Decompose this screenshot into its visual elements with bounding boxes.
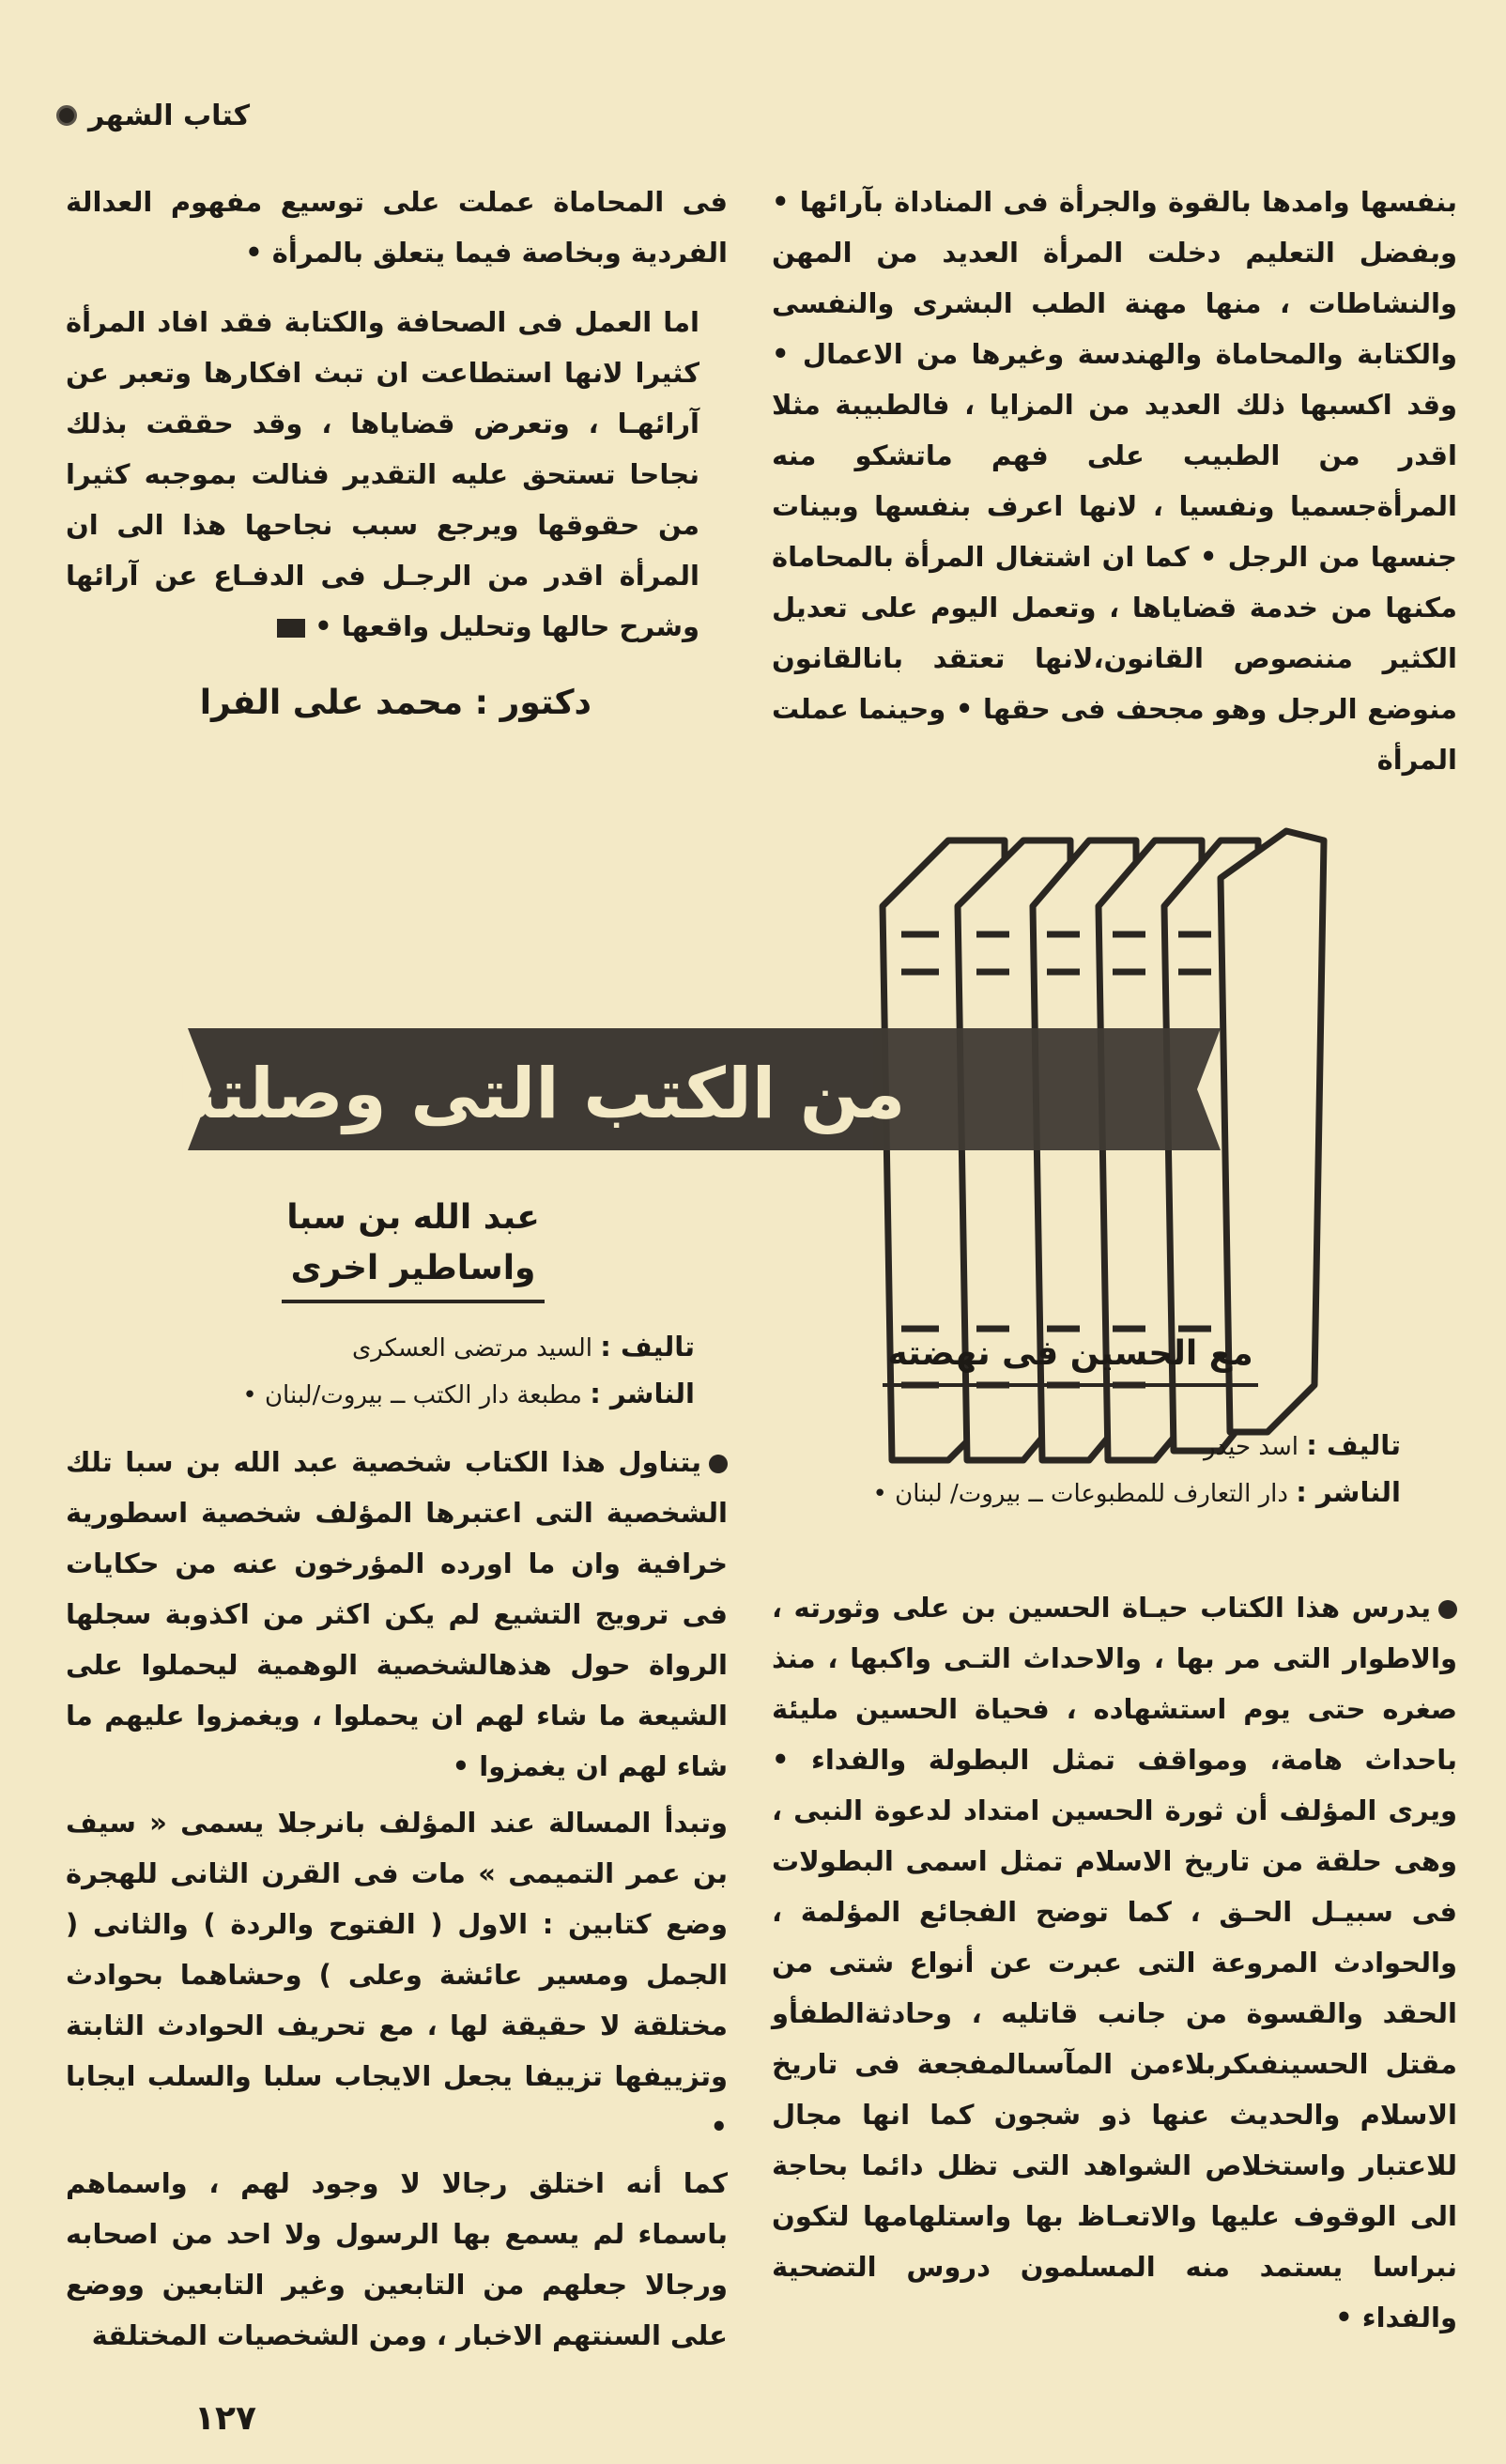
review-paragraph: يدرس هذا الكتاب حيـاة الحسين بن على وثورته ، والاطوار التى مر بها ، والاحداث التـى واكبها ، منذ صغره حتى يوم استشهاده ، فحياة الحسين مليئة باحداث هامة، ومواقف تمثل البطولة والفداء • ويرى المؤلف أن ثورة الحسين امتداد لدعوة النبى ، وهى حلقة من تاريخ الاسلام تمثل اسمى البطولات فى سبيـل الحـق ، كما توضح الفجائع المؤلمة ، والحوادث المروعة التى عبرت عن أنواع شتى من الحقد والقسوة من جانب قاتليه ، وحادثةالطفأو مقتل الحسينفىكربلاءمن المآسىالمفجعة فى تاريخ الاسلام والحديث عنها ذو شجون كما انها مجال للاعتبار واستخلاص الشواهد التى تظل دائما بحاجة الى الوقوف عليها والاتعـاظ بها واستلهامها لتكون نبراسا يستمد منه المسلمون دروس التضحية والفداء • (772, 1592, 1457, 2333)
publisher-label: الناشر : (590, 1378, 695, 1409)
end-mark-icon (277, 619, 305, 638)
book-right-title-block (864, 1329, 1277, 1387)
review-paragraph-3: كما أنه اختلق رجالا لا وجود لهم ، واسماهم باسماء لم يسمع بها الرسول ولا احد من اصحابه ورجالا جعلهم من التابعين وغير التابعين ووضع على السنتهم الاخبار ، ومن الشخصيات المختلقة (66, 2167, 728, 2351)
book-left-title-line1: عبد الله بن سبا (286, 1198, 540, 1237)
book-left-review (66, 1437, 728, 2366)
book-right-author: اسد حيدر (1203, 1433, 1299, 1461)
review-paragraph-1: يتناول هذا الكتاب شخصية عبد الله بن سبا تلك الشخصية التى اعتبرها المؤلف شخصية اسطورية خرافية وان ما اورده المؤرخون عنه من حكايات فى ترويج التشيع لم يكن اكثر من اكذوبة سجلها الرواة حول هذهالشخصية الوهمية ليحملوا على الشيعة ما شاء لهم ان يحملوا ، ويغمزوا عليهم ما شاء لهم ان يغمزوا • (66, 1446, 728, 1782)
bullet-icon (1438, 1600, 1457, 1619)
book-left-author: السيد مرتضى العسكرى (351, 1334, 592, 1363)
article-paragraph-1: فى المحاماة عملت على توسيع مفهوم العدالة الفردية وبخاصة فيما يتعلق بالمرأة • (66, 186, 728, 269)
author-label: تاليف : (1306, 1429, 1401, 1461)
book-right-publisher: دار التعارف للمطبوعات ــ بيروت/ لبنان • (872, 1480, 1288, 1508)
article-author: دكتور : محمد على الفرا (199, 684, 592, 722)
book-right-meta (772, 1423, 1401, 1517)
banner-title: من الكتب التى وصلتنا (164, 1054, 906, 1134)
book-left-title-block (263, 1193, 563, 1303)
review-paragraph-2: وتبدأ المسالة عند المؤلف بانرجلا يسمى « سيف بن عمر التميمى » مات فى القرن الثانى للهجرة وضع كتابين : الاول ( الفتوح والردة ) والثانى ( الجمل ومسير عائشة وعلى ) وحشاهما بحوادث مختلقة لا حقيقة لها ، مع تحريف الحوادث الثابتة وتزييفها تزييفا يجعل الايجاب سلبا والسلب ايجابا • (66, 1807, 728, 2143)
bullet-icon (56, 105, 77, 126)
publisher-label: الناشر : (1296, 1476, 1401, 1508)
author-label: تاليف : (600, 1331, 695, 1363)
page-number: ١٢٧ (194, 2399, 256, 2438)
article-text: بنفسها وامدها بالقوة والجرأة فى المناداة بآرائها • وبفضل التعليم دخلت المرأة العديد من المهن والنشاطات ، منها مهنة الطب البشرى والنفسى والكتابة والمحاماة والهندسة وغيرها من الاعمال • وقد اكسبها ذلك العديد من المزايا ، فالطبيبة مثلا اقدر من الطبيب على فهم ماتشكو منه المرأةجسميا ونفسيا ، لانها اعرف بنفسها وبينات جنسها من الرجل • كما ان اشتغال المرأة بالمحاماة مكنها من خدمة قضاياها ، وتعمل اليوم على تعديل الكثير مننصوص القانون،لانها تعتقد بانالقانون منوضع الرجل وهو مجحف فى حقها • وحينما عملت المرأة (772, 186, 1457, 776)
section-title: كتاب الشهر (88, 99, 251, 132)
book-left-meta (66, 1324, 695, 1418)
section-header (56, 92, 300, 139)
book-left-publisher: مطبعة دار الكتب ــ بيروت/لبنان • (242, 1381, 582, 1409)
title-underline (282, 1300, 545, 1303)
title-underline (883, 1383, 1258, 1387)
bullet-icon (709, 1455, 728, 1473)
article-paragraph-2: اما العمل فى الصحافة والكتابة فقد افاد المرأة كثيرا لانها استطاعت ان تبث افكارها وتعبر عن آرائهـا ، وتعرض قضاياها ، وقد حققت بذلك نجاحا تستحق عليه التقدير فنالت بموجبه كثيرا من حقوقها ويرجع سبب نجاحها هذا الى ان المرأة اقدر من الرجـل فى الدفـاع عن آرائها وشرح حالها وتحليل واقعها • (66, 306, 699, 642)
book-left-title-line2: واساطير اخرى (290, 1249, 536, 1287)
book-right-title: مع الحسين فى نهضته (887, 1334, 1253, 1373)
article-column-left (66, 177, 728, 657)
book-right-review (772, 1582, 1457, 2348)
article-column-right (772, 177, 1457, 791)
